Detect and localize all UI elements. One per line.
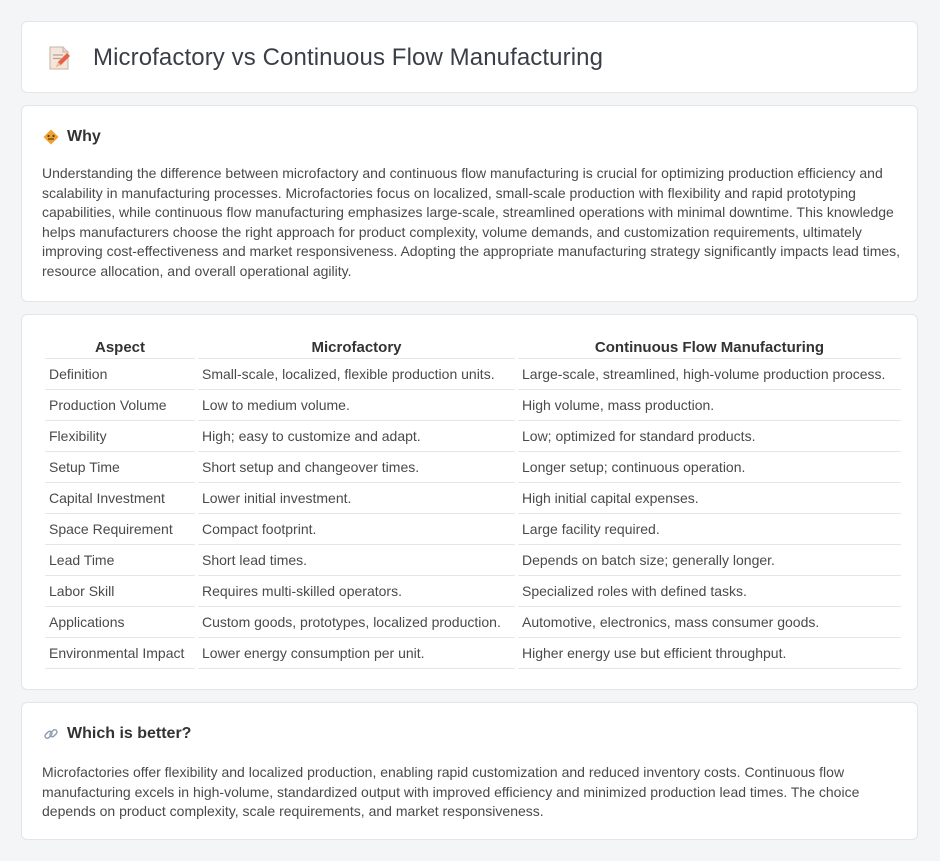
microfactory-cell: Small-scale, localized, flexible production units. (198, 359, 515, 390)
comparison-card (21, 314, 918, 690)
continuous-flow-cell: Large-scale, streamlined, high-volume production process. (518, 359, 901, 390)
why-text: Understanding the difference between microfactory and continuous flow manufacturing is crucial for optimizing production efficiency and scalability in manufacturing processes. Microfactories focus on localized, small-scale production with flexibility and rapid prototyping capabilities, while continuous flow manufacturing emphasizes large-scale, streamlined operations with minimal downtime. This knowledge helps manufacturers choose the right approach for product complexity, volume demands, and customization requirements, ultimately improving cost-effectiveness and market responsiveness. Adopting the appropriate manufacturing strategy significantly impacts lead times, resource allocation, and overall operational agility. (42, 165, 901, 279)
aspect-cell: Applications (45, 607, 195, 638)
warning-diamond-icon (43, 129, 59, 145)
table-row (45, 638, 901, 669)
microfactory-cell: Short lead times. (198, 545, 515, 576)
microfactory-cell: Short setup and changeover times. (198, 452, 515, 483)
why-heading-row (43, 128, 101, 146)
document-edit-icon (47, 45, 71, 71)
table-row (45, 359, 901, 390)
continuous-flow-cell: Higher energy use but efficient throughput. (518, 638, 901, 669)
title-row (47, 44, 603, 72)
microfactory-cell: Compact footprint. (198, 514, 515, 545)
table-row (45, 576, 901, 607)
continuous-flow-cell: Low; optimized for standard products. (518, 421, 901, 452)
why-heading: Why (67, 128, 101, 145)
aspect-cell: Labor Skill (45, 576, 195, 607)
microfactory-cell: Lower energy consumption per unit. (198, 638, 515, 669)
microfactory-cell: High; easy to customize and adapt. (198, 421, 515, 452)
aspect-cell: Definition (45, 359, 195, 390)
aspect-cell: Flexibility (45, 421, 195, 452)
header-aspect: Aspect (45, 336, 195, 359)
continuous-flow-cell: High initial capital expenses. (518, 483, 901, 514)
microfactory-cell: Requires multi-skilled operators. (198, 576, 515, 607)
continuous-flow-cell: Specialized roles with defined tasks. (518, 576, 901, 607)
aspect-cell: Capital Investment (45, 483, 195, 514)
header-continuous-flow: Continuous Flow Manufacturing (518, 336, 901, 359)
table-row (45, 452, 901, 483)
continuous-flow-cell: Depends on batch size; generally longer. (518, 545, 901, 576)
header-card (21, 21, 918, 93)
better-heading-row (43, 725, 191, 743)
table-header-row (45, 336, 901, 359)
better-heading: Which is better? (67, 725, 192, 742)
aspect-cell: Lead Time (45, 545, 195, 576)
microfactory-cell: Lower initial investment. (198, 483, 515, 514)
aspect-cell: Setup Time (45, 452, 195, 483)
table-row (45, 545, 901, 576)
continuous-flow-cell: Automotive, electronics, mass consumer goods. (518, 607, 901, 638)
continuous-flow-cell: Longer setup; continuous operation. (518, 452, 901, 483)
link-icon (43, 726, 59, 742)
comparison-table (42, 336, 904, 669)
table-row (45, 390, 901, 421)
table-row (45, 607, 901, 638)
table-row (45, 514, 901, 545)
aspect-cell: Production Volume (45, 390, 195, 421)
which-is-better-card (21, 702, 918, 840)
better-text: Microfactories offer flexibility and localized production, enabling rapid customization and reduced inventory costs. Continuous flow manufacturing excels in high-volume, standardized output with improved efficiency and minimized production lead times. The choice depends on product complexity, scale requirements, and market responsiveness. (42, 764, 860, 819)
continuous-flow-cell: Large facility required. (518, 514, 901, 545)
microfactory-cell: Custom goods, prototypes, localized production. (198, 607, 515, 638)
aspect-cell: Space Requirement (45, 514, 195, 545)
microfactory-cell: Low to medium volume. (198, 390, 515, 421)
page-title: Microfactory vs Continuous Flow Manufacturing (93, 44, 604, 71)
table-row (45, 483, 901, 514)
table-row (45, 421, 901, 452)
aspect-cell: Environmental Impact (45, 638, 195, 669)
continuous-flow-cell: High volume, mass production. (518, 390, 901, 421)
why-card (21, 105, 918, 302)
header-microfactory: Microfactory (198, 336, 515, 359)
